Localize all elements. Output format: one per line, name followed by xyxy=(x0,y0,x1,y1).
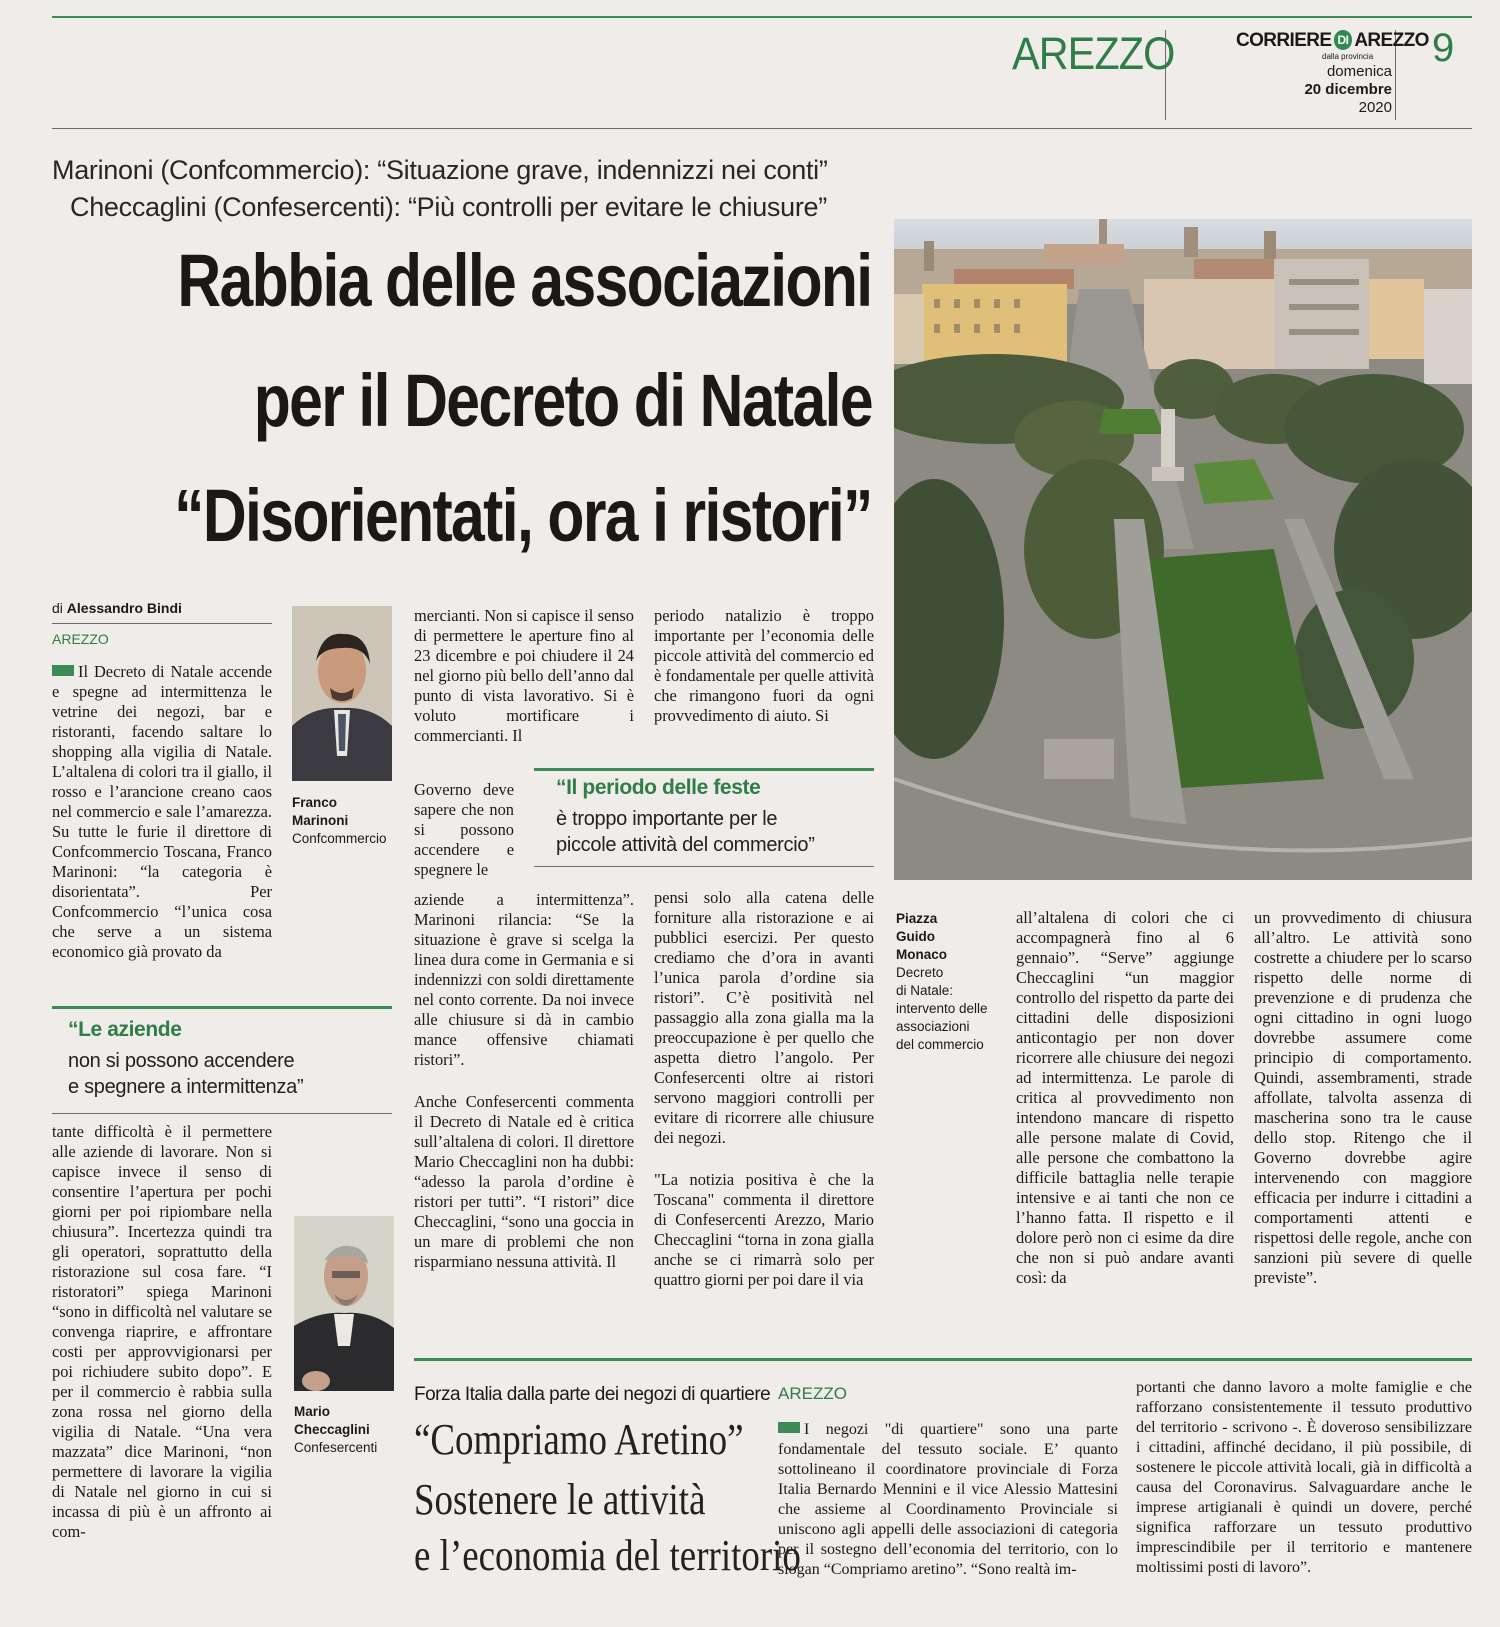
col3a-text: periodo natalizio è troppo importante per l’economia delle piccole attività del commercio ed è fondamentale per quelle attività che rimangono fuori da ogni provvedimento di aiuto. Si xyxy=(654,606,874,725)
quote1-line2: e spegnere a intermittenza” xyxy=(68,1076,304,1098)
article-col2-mid xyxy=(414,890,634,1090)
caption-marinoni xyxy=(292,794,387,848)
article-col2-top xyxy=(414,606,634,780)
caption-marinoni-name1: Franco xyxy=(292,795,338,810)
portrait-marinoni xyxy=(292,606,392,781)
photo-caption-line7: associazioni xyxy=(896,1019,970,1034)
byline-rule xyxy=(52,623,272,624)
quote2-rule-bottom xyxy=(534,866,874,867)
article-col3-mid xyxy=(654,888,874,1168)
photo-caption-line2: Guido xyxy=(896,929,935,944)
col1-text: Il Decreto di Natale accende e spegne ad intermittenza le vetrine dei negozi, bar e ristoranti, facendo saltare lo shopping alla vigilia di Natale. L’altalena di colori tra il giallo, il rosso e l’arancione creano caos nel commercio e sale l’amarezza. Su tutte le furie il direttore di Confcommercio Toscana, Franco Marinoni: “la categoria è disorientata”. Per Confcommercio “l’unica cosa che serve a un sistema economico già provato da xyxy=(52,662,272,961)
article-col2-narrow xyxy=(414,780,514,890)
caption-checcaglini-name2: Checcaglini xyxy=(294,1422,370,1437)
quote2-rule-top xyxy=(534,768,874,771)
headline-line2: per il Decreto di Natale xyxy=(253,359,872,442)
pull-quote-aziende xyxy=(68,1018,388,1100)
col3c-text: "La notizia positiva è che la Toscana" commenta il direttore di Confesercenti Arezzo, Mario Checcaglini “torna in zona gialla anche se ci rimarrà solo per quattro giorni per poi dare il via xyxy=(654,1170,874,1289)
sidebar-headline1: “Compriamo Aretino” xyxy=(414,1415,744,1464)
photo-caption-line5: di Natale: xyxy=(896,983,954,998)
top-rule xyxy=(52,16,1472,18)
caption-checcaglini-name1: Mario xyxy=(294,1404,331,1419)
article-col1-top xyxy=(52,662,272,994)
caption-checcaglini xyxy=(294,1403,377,1457)
masthead-logo xyxy=(1236,30,1429,52)
byline-author: Alessandro Bindi xyxy=(66,600,182,616)
date-weekday: domenica xyxy=(1326,63,1392,80)
page-number: 9 xyxy=(1432,26,1455,70)
portrait-checcaglini xyxy=(294,1216,394,1391)
quote1-line1: non si possono accendere xyxy=(68,1050,295,1072)
kicker-marinoni: Marinoni (Confcommercio): “Situazione grave, indennizzi nei conti” xyxy=(52,155,828,185)
sidebar-location-tag: AREZZO xyxy=(778,1384,847,1403)
headline-line1: Rabbia delle associazioni xyxy=(177,239,872,322)
paragraph-marker xyxy=(52,665,74,676)
dateline xyxy=(1304,63,1392,117)
col2b-text: Governo deve sapere che non si possono accendere e spegnere le xyxy=(414,780,514,879)
sidebar-headline2: Sostenere le attività xyxy=(414,1475,706,1524)
date-year: 2020 xyxy=(1358,99,1392,116)
photo-caption-line4: Decreto xyxy=(896,965,944,980)
sidebar-headline3: e l’economia del territorio xyxy=(414,1531,801,1580)
sidebar-col1 xyxy=(778,1420,1118,1620)
photo-caption-line6: intervento delle xyxy=(896,1001,988,1016)
person-photo-icon xyxy=(294,1216,394,1391)
pull-quote-feste xyxy=(556,776,876,858)
sidebar-col1-text: I negozi "di quartiere" sono una parte fondamentale del tessuto sociale. E’ quanto sottolineano il coordinatore provinciale di Forza Italia Bernardo Mennini e il vice Alessio Mattesini che assieme al Coordinamento Provinciale si uniscono agli appelli delle associazioni di categoria per il sostegno dell’economia del territorio, con lo slogan “Compriamo aretino”. “Sono realtà im- xyxy=(778,1421,1118,1578)
masthead-di: DI xyxy=(1334,30,1353,50)
quote2-head: “Il periodo delle feste xyxy=(556,776,761,799)
paragraph-marker xyxy=(778,1422,800,1433)
masthead-sub: dalla provincia xyxy=(1322,52,1374,61)
article-col4 xyxy=(1016,908,1234,1318)
masthead-word1: CORRIERE xyxy=(1236,30,1332,51)
col2a-text: mercianti. Non si capisce il senso di permettere le aperture fino al 23 dicembre e poi chiudere il 24 nel giorno più bello dell’anno dal punto di vista lavorativo. Si è voluto mortificare i commercianti. Il xyxy=(414,606,634,745)
quote1-rule-bottom xyxy=(52,1113,392,1114)
photo-caption-line8: del commercio xyxy=(896,1037,984,1052)
article-col5 xyxy=(1254,908,1472,1318)
article-col3-bottom xyxy=(654,1170,874,1320)
quote2-line1: è troppo importante per le xyxy=(556,808,778,830)
byline xyxy=(52,600,182,616)
quote1-head: “Le aziende xyxy=(68,1018,182,1041)
col5-text: un provvedimento di chiusura all’altro. Le attività sono costrette a chiudere per lo scarso rispetto delle norme di prevenzione e di prudenza che ogni cittadino in ogni luogo dovrebbe assumere come principio di comportamento. Quindi, assembramenti, strade affollate, talvolta assenza di mascherina sono tra le cause dello stop. Ritengo che il Governo dovrebbe agire intervenendo con maggiore efficacia per indurre i cittadini a comportamenti attenti e rispettosi delle regole, anche con sanzioni più severe di quelle previste”. xyxy=(1254,908,1472,1287)
photo-caption-line1: Piazza xyxy=(896,911,938,926)
person-photo-icon xyxy=(292,606,392,781)
kicker-checcaglini: Checcaglini (Confesercenti): “Più controlli per evitare le chiusure” xyxy=(70,192,827,222)
caption-checcaglini-role: Confesercenti xyxy=(294,1440,378,1455)
date-daymonth: 20 dicembre xyxy=(1304,81,1392,98)
sidebar-rule-top xyxy=(414,1358,1472,1361)
caption-marinoni-name2: Marinoni xyxy=(292,813,349,828)
section-title: AREZZO xyxy=(1012,28,1175,79)
masthead-word2: AREZZO xyxy=(1354,30,1429,51)
col2d-text: Anche Confesercenti commenta il Decreto di Natale ed è critica sull’altalena di colori. Il direttore Mario Checcaglini non ha dubbi: “adesso la parola d’ordine è ristori per tutti”. “I ristori” dice Checcaglini, “sono una goccia in un mare di problemi che non risparmiano nessuna attività. Il xyxy=(414,1092,634,1271)
caption-marinoni-role: Confcommercio xyxy=(292,831,387,846)
sidebar-kicker: Forza Italia dalla parte dei negozi di quartiere xyxy=(414,1384,771,1405)
sidebar-col2 xyxy=(1136,1378,1472,1618)
quote1-rule-top xyxy=(52,1006,392,1009)
headline-line3: “Disorientati, ora i ristori” xyxy=(174,474,872,557)
article-col3-top xyxy=(654,606,874,746)
article-col1-bottom xyxy=(52,1122,272,1612)
header-rule xyxy=(52,128,1472,129)
photo-caption-line3: Monaco xyxy=(896,947,948,962)
col1b-text: tante difficoltà è il permettere alle aziende di lavorare. Non si capisce invece il senso di consentire l’apertura per pochi giorni per poi ripiombare nella chiusura”. Incertezza quindi tra gli operatori, soprattutto della ristorazione sul cosa fare. “I ristoratori” spiega Marinoni “sono in difficoltà nel valutare se convenga riaprire, e affrontare costi per approvvigionarsi per poi richiudere subito dopo”. E per il commercio è rabbia sulla zona rossa nel giorno della vigilia di Natale. “Una vera mazzata” dice Marinoni, “non permettere di lavorare la vigilia di Natale nel giorno in cui si incassa di più è un affronto ai com- xyxy=(52,1122,272,1541)
photo-caption xyxy=(896,910,1006,1054)
col4-text: all’altalena di colori che ci accompagnerà fino al 6 gennaio”. “Serve” aggiunge Checcaglini “un maggior controllo del rispetto da parte dei cittadini delle disposizioni anticontagio per non dover ricorrere alle chiusure dei negozi ad intermittenza. Le parole di critica al provvedimento non intendono mancare di rispetto alle persone malate di Covid, alle persone che combattono la difficile battaglia nelle terapie intensive e ai tanti che non ce l’hanno fatta. Il rispetto e il dolore però non ci esime da dire che non si può andare avanti così: da xyxy=(1016,908,1234,1287)
location-tag: AREZZO xyxy=(52,631,109,647)
col3b-text: pensi solo alla catena delle forniture alla ristorazione e ai pubblici esercizi. Per questo crediamo che d’ora in avanti l’unica parola d’ordine sia ristori”. C’è positività nel passaggio alla zona gialla ma la preoccupazione è per quello che aspetta dietro l’angolo. Per Confesercenti oltre ai ristori servono maggiori controlli per evitare di ricorrere alle chiusure dei negozi. xyxy=(654,888,874,1147)
quote2-line2: piccole attività del commercio” xyxy=(556,834,815,856)
byline-prefix: di xyxy=(52,600,63,616)
col2c-text: aziende a intermittenza”. Marinoni rilancia: “Se la situazione è grave si scelga la linea dura come in Germania e si indennizzi con soldi direttamente nel conto corrente. Da noi invece alle chiusure si dà in cambio mance offensive chiamati ristori”. xyxy=(414,890,634,1069)
aerial-view-image xyxy=(894,219,1472,880)
sidebar-col2-text: portanti che danno lavoro a molte famiglie e che rafforzano consistentemente il tessuto produttivo del territorio - scrivono -. È doveroso sensibilizzare i cittadini, affinché decidano, il più possibile, di sostenere le piccole attività locali, già in difficoltà a causa del Coronavirus. Salvaguardare anche le imprese artigianali è quindi un dovere, perché significa rafforzare un tessuto produttivo imprescindibile per il territorio e mantenere moltissimi posti di lavoro”. xyxy=(1136,1379,1472,1576)
piazza-guido-monaco-photo xyxy=(894,219,1472,880)
article-col2-bottom xyxy=(414,1092,634,1322)
